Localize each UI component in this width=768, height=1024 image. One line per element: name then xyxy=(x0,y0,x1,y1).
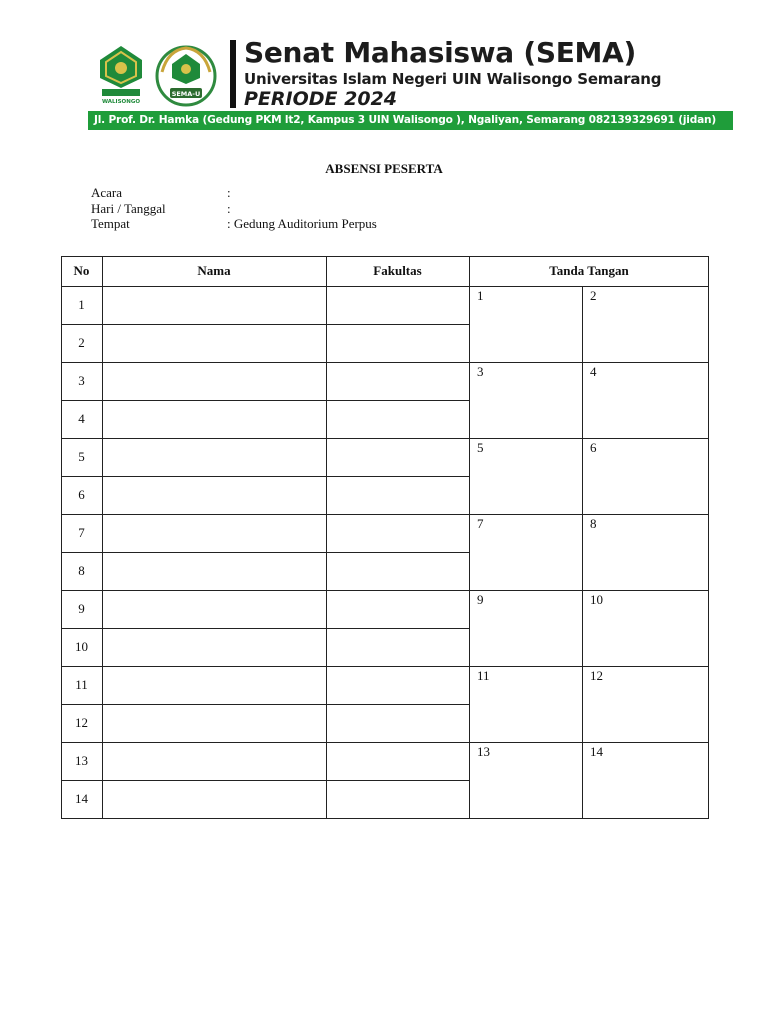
nama-cell[interactable] xyxy=(102,780,326,818)
table-border-bottom xyxy=(61,818,709,819)
nama-cell[interactable] xyxy=(102,704,326,742)
attendance-table xyxy=(61,256,709,819)
nama-cell[interactable] xyxy=(102,552,326,590)
signature-number[interactable]: 5 xyxy=(477,440,484,455)
signature-number[interactable]: 9 xyxy=(477,592,484,607)
signature-number[interactable]: 12 xyxy=(590,668,603,683)
row-number: 9 xyxy=(78,601,85,616)
fakultas-cell[interactable] xyxy=(326,400,469,438)
signature-block-line xyxy=(469,438,709,439)
signature-number[interactable]: 2 xyxy=(590,288,597,303)
nama-cell[interactable] xyxy=(102,362,326,400)
meta-value: : Gedung Auditorium Perpus xyxy=(227,216,377,231)
fakultas-cell[interactable] xyxy=(326,780,469,818)
row-number: 10 xyxy=(75,639,88,654)
row-number: 11 xyxy=(75,677,88,692)
nama-cell[interactable] xyxy=(102,666,326,704)
meta-label: Tempat xyxy=(91,216,130,231)
fakultas-cell[interactable] xyxy=(326,324,469,362)
row-number: 4 xyxy=(78,411,85,426)
row-number: 2 xyxy=(78,335,85,350)
fakultas-cell[interactable] xyxy=(326,704,469,742)
signature-number[interactable]: 6 xyxy=(590,440,597,455)
row-number: 14 xyxy=(75,791,88,806)
header-fakultas: Fakultas xyxy=(373,263,422,278)
nama-cell[interactable] xyxy=(102,438,326,476)
nama-cell[interactable] xyxy=(102,514,326,552)
org-subtitle: Universitas Islam Negeri UIN Walisongo Semarang xyxy=(244,70,662,88)
fakultas-cell[interactable] xyxy=(326,514,469,552)
fakultas-cell[interactable] xyxy=(326,552,469,590)
row-number: 7 xyxy=(78,525,85,540)
nama-cell[interactable] xyxy=(102,628,326,666)
meta-label: Hari / Tanggal xyxy=(91,200,166,216)
fakultas-cell[interactable] xyxy=(326,286,469,324)
document-title: ABSENSI PESERTA xyxy=(325,161,443,176)
signature-number[interactable]: 10 xyxy=(590,592,603,607)
signature-column-line xyxy=(582,286,583,819)
signature-number[interactable]: 8 xyxy=(590,516,597,531)
signature-number[interactable]: 14 xyxy=(590,744,603,759)
column-line xyxy=(469,256,470,819)
org-periode: PERIODE 2024 xyxy=(244,88,398,110)
header-divider xyxy=(230,40,236,108)
signature-block-line xyxy=(469,590,709,591)
uin-walisongo-logo xyxy=(94,44,148,106)
header-tanda-tangan: Tanda Tangan xyxy=(549,263,629,278)
fakultas-cell[interactable] xyxy=(326,590,469,628)
row-number: 1 xyxy=(78,297,85,312)
signature-number[interactable]: 1 xyxy=(477,288,484,303)
table-border-top xyxy=(61,256,709,257)
letterhead xyxy=(88,38,733,130)
row-number: 8 xyxy=(78,563,85,578)
org-title: Senat Mahasiswa (SEMA) xyxy=(244,36,636,69)
row-number: 5 xyxy=(78,449,85,464)
signature-block-line xyxy=(469,742,709,743)
meta-value: : xyxy=(227,185,231,200)
fakultas-cell[interactable] xyxy=(326,362,469,400)
signature-number[interactable]: 11 xyxy=(477,668,490,683)
meta-value: : xyxy=(227,200,231,216)
nama-cell[interactable] xyxy=(102,400,326,438)
address-bar: Jl. Prof. Dr. Hamka (Gedung PKM lt2, Kampus 3 UIN Walisongo ), Ngaliyan, Semarang 082139329691 (jidan) xyxy=(88,111,733,130)
logo2-text: SEMA-U xyxy=(171,90,201,98)
row-number: 3 xyxy=(78,373,85,388)
logo1-text: WALISONGO xyxy=(101,99,141,105)
nama-cell[interactable] xyxy=(102,476,326,514)
fakultas-cell[interactable] xyxy=(326,742,469,780)
fakultas-cell[interactable] xyxy=(326,666,469,704)
nama-cell[interactable] xyxy=(102,742,326,780)
table-border-right xyxy=(708,256,709,819)
signature-number[interactable]: 4 xyxy=(590,364,597,379)
signature-block-line xyxy=(469,666,709,667)
signature-block-line xyxy=(469,514,709,515)
fakultas-cell[interactable] xyxy=(326,476,469,514)
signature-number[interactable]: 7 xyxy=(477,516,484,531)
fakultas-cell[interactable] xyxy=(326,438,469,476)
nama-cell[interactable] xyxy=(102,324,326,362)
signature-block-line xyxy=(469,362,709,363)
signature-number[interactable]: 3 xyxy=(477,364,484,379)
fakultas-cell[interactable] xyxy=(326,628,469,666)
sema-u-logo xyxy=(154,42,218,108)
signature-number[interactable]: 13 xyxy=(477,744,490,759)
row-number: 13 xyxy=(75,753,88,768)
row-number: 12 xyxy=(75,715,88,730)
header-no: No xyxy=(73,263,90,278)
row-number: 6 xyxy=(78,487,85,502)
header-nama: Nama xyxy=(197,263,231,278)
meta-label: Acara xyxy=(91,185,123,200)
nama-cell[interactable] xyxy=(102,590,326,628)
nama-cell[interactable] xyxy=(102,286,326,324)
